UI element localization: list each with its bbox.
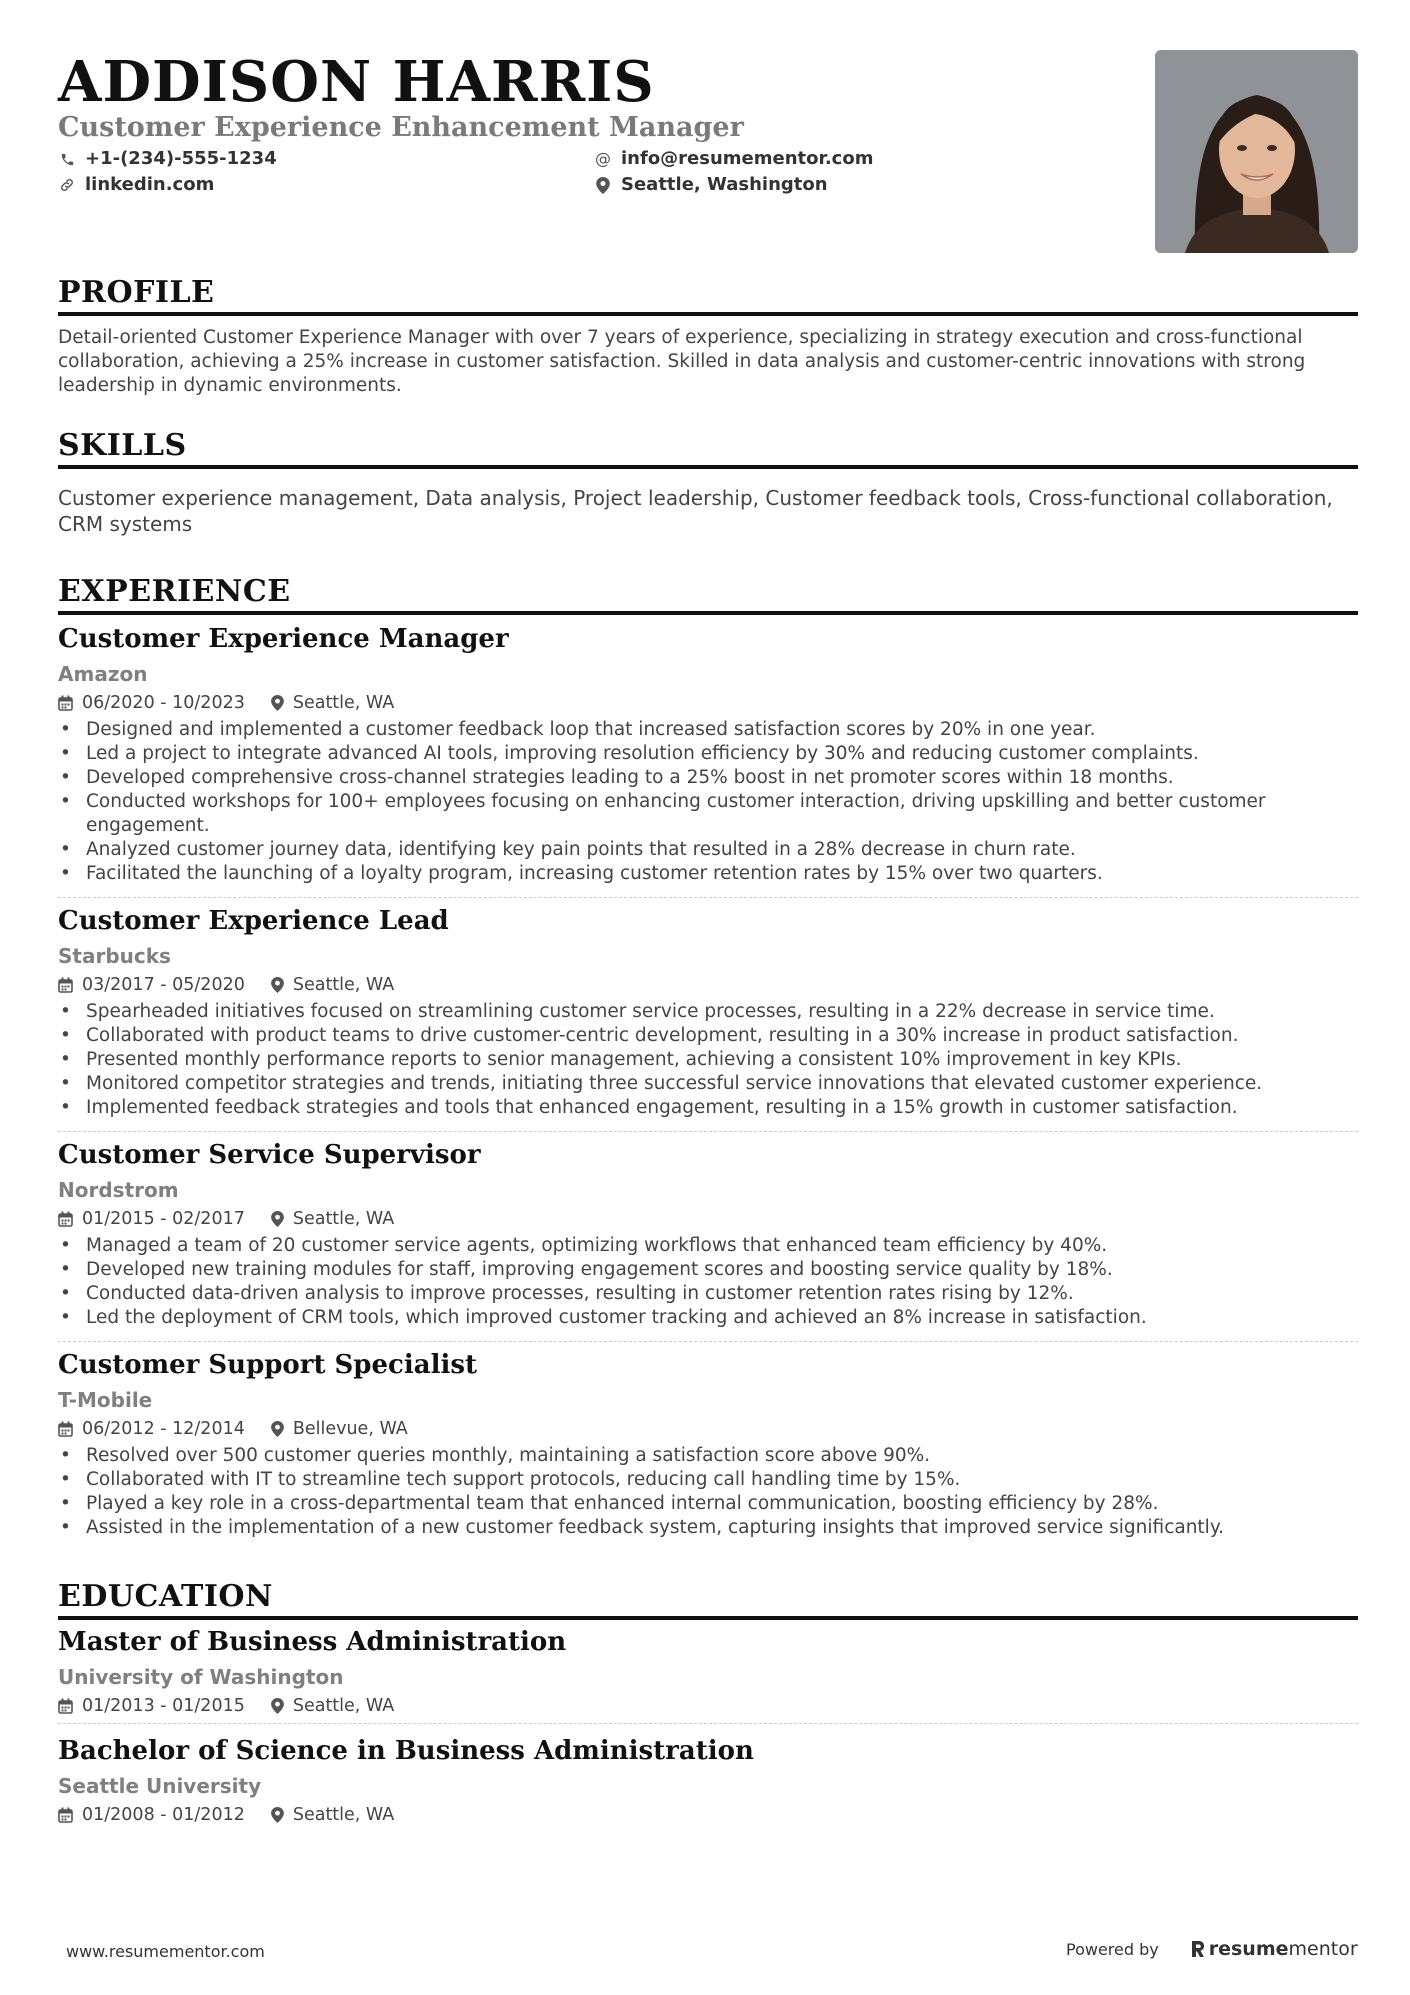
link-icon bbox=[58, 176, 76, 194]
location-text: Seattle, Washington bbox=[621, 174, 828, 195]
education-entry bbox=[58, 1625, 1358, 1719]
contact-linkedin bbox=[58, 173, 214, 197]
job-dates-text: 06/2012 - 12/2014 bbox=[82, 1419, 245, 1439]
job-meta bbox=[58, 1206, 1358, 1232]
job-dates-text: 01/2015 - 02/2017 bbox=[82, 1209, 245, 1229]
education-entry bbox=[58, 1734, 1358, 1828]
job-location bbox=[271, 1416, 408, 1442]
education-dates bbox=[58, 1693, 245, 1719]
education-meta bbox=[58, 1802, 1358, 1828]
job-location bbox=[271, 1206, 394, 1232]
phone-icon bbox=[58, 150, 76, 168]
job-dates bbox=[58, 690, 245, 716]
job-company: Amazon bbox=[58, 662, 148, 686]
entry-divider bbox=[58, 897, 1358, 898]
job-dates bbox=[58, 972, 245, 998]
job-location bbox=[271, 972, 394, 998]
brand-light: mentor bbox=[1288, 1938, 1358, 1960]
calendar-icon bbox=[58, 1807, 73, 1823]
job-dates bbox=[58, 1206, 245, 1232]
powered-by-label: Powered by bbox=[1066, 1939, 1159, 1959]
calendar-icon bbox=[58, 695, 73, 711]
job-dates-text: 03/2017 - 05/2020 bbox=[82, 975, 245, 995]
list-item: • Spearheaded initiatives focused on streamlining customer service processes, resulting in a 22% decrease in service time. bbox=[58, 1000, 1358, 1024]
brand-logo[interactable] bbox=[1189, 1938, 1358, 1960]
list-item: • Led a project to integrate advanced AI tools, improving resolution efficiency by 30% and reducing customer complaints. bbox=[58, 742, 1358, 766]
list-item: • Conducted workshops for 100+ employees focusing on enhancing customer interaction, driving upskilling and better customer engagement. bbox=[58, 790, 1358, 838]
education-meta bbox=[58, 1693, 1358, 1719]
job-meta bbox=[58, 972, 1358, 998]
job-dates-text: 06/2020 - 10/2023 bbox=[82, 693, 245, 713]
job-location bbox=[271, 690, 394, 716]
job-role: Customer Service Supervisor bbox=[58, 1140, 481, 1170]
list-item: • Facilitated the launching of a loyalty program, increasing customer retention rates by 15% over two quarters. bbox=[58, 862, 1358, 886]
brand-bold: resume bbox=[1208, 1938, 1289, 1960]
calendar-icon bbox=[58, 1421, 73, 1437]
calendar-icon bbox=[58, 1698, 73, 1714]
list-item: • Assisted in the implementation of a new customer feedback system, capturing insights that improved service significantly. bbox=[58, 1516, 1358, 1540]
degree-title: Master of Business Administration bbox=[58, 1627, 567, 1657]
job-meta bbox=[58, 690, 1358, 716]
contact-location bbox=[594, 173, 828, 197]
job-location-text: Seattle, WA bbox=[292, 693, 395, 713]
experience-section-header bbox=[58, 573, 1358, 615]
list-item: • Designed and implemented a customer feedback loop that increased satisfaction scores by 20% in one year. bbox=[58, 718, 1358, 742]
calendar-icon bbox=[58, 977, 73, 993]
education-location-text: Seattle, WA bbox=[292, 1696, 395, 1716]
skills-section-header bbox=[58, 427, 1358, 469]
education-section-header bbox=[58, 1578, 1358, 1620]
map-pin-icon bbox=[594, 176, 612, 194]
job-role: Customer Experience Lead bbox=[58, 906, 449, 936]
education-heading: EDUCATION bbox=[58, 1579, 273, 1614]
skills-list: Customer experience management, Data analysis, Project leadership, Customer feedback tools, Cross-functional collaboration, CRM systems bbox=[58, 486, 1333, 536]
map-pin-icon bbox=[271, 1421, 284, 1437]
list-item: • Collaborated with product teams to drive customer-centric development, resulting in a 30% increase in product satisfaction. bbox=[58, 1024, 1358, 1048]
list-item: • Implemented feedback strategies and tools that enhanced engagement, resulting in a 15% growth in customer satisfaction. bbox=[58, 1096, 1358, 1120]
school-name: Seattle University bbox=[58, 1774, 262, 1798]
entry-divider bbox=[58, 1341, 1358, 1342]
list-item: • Conducted data-driven analysis to improve processes, resulting in customer retention rates rising by 12%. bbox=[58, 1282, 1358, 1306]
list-item: • Managed a team of 20 customer service agents, optimizing workflows that enhanced team efficiency by 40%. bbox=[58, 1234, 1358, 1258]
email-text[interactable]: info@resumementor.com bbox=[621, 148, 874, 169]
entry-divider bbox=[58, 1131, 1358, 1132]
footer-powered-by bbox=[1066, 1938, 1358, 1960]
job-location-text: Seattle, WA bbox=[292, 1209, 395, 1229]
list-item: • Resolved over 500 customer queries monthly, maintaining a satisfaction score above 90%. bbox=[58, 1444, 1358, 1468]
candidate-title: Customer Experience Enhancement Manager bbox=[58, 112, 744, 143]
profile-summary: Detail-oriented Customer Experience Manager with over 7 years of experience, specializing in strategy execution and cross-functional collaboration, achieving a 25% increase in customer satisfaction. Skilled in data analysis and customer-centric innovations with strong leadership in dynamic environments. bbox=[58, 327, 1306, 396]
job-meta bbox=[58, 1416, 1358, 1442]
experience-heading: EXPERIENCE bbox=[58, 574, 291, 609]
job-company: T-Mobile bbox=[58, 1388, 153, 1412]
footer-website[interactable]: www.resumementor.com bbox=[66, 1942, 265, 1961]
job-bullets bbox=[58, 1000, 1358, 1120]
degree-title: Bachelor of Science in Business Administration bbox=[58, 1736, 754, 1766]
job-company: Nordstrom bbox=[58, 1178, 179, 1202]
list-item: • Developed new training modules for staff, improving engagement scores and boosting service quality by 18%. bbox=[58, 1258, 1358, 1282]
list-item: • Monitored competitor strategies and trends, initiating three successful service innovations that elevated customer experience. bbox=[58, 1072, 1358, 1096]
education-dates-text: 01/2013 - 01/2015 bbox=[82, 1696, 245, 1716]
list-item: • Presented monthly performance reports to senior management, achieving a consistent 10% improvement in key KPIs. bbox=[58, 1048, 1358, 1072]
entry-divider bbox=[58, 1723, 1358, 1724]
job-location-text: Seattle, WA bbox=[292, 975, 395, 995]
education-location bbox=[271, 1802, 394, 1828]
job-role: Customer Support Specialist bbox=[58, 1350, 477, 1380]
list-item: • Played a key role in a cross-departmental team that enhanced internal communication, boosting efficiency by 28%. bbox=[58, 1492, 1358, 1516]
profile-section-header bbox=[58, 274, 1358, 316]
job-bullets bbox=[58, 1444, 1358, 1540]
school-name: University of Washington bbox=[58, 1665, 344, 1689]
list-item: • Developed comprehensive cross-channel strategies leading to a 25% boost in net promoter scores within 18 months. bbox=[58, 766, 1358, 790]
candidate-name: ADDISON HARRIS bbox=[58, 49, 655, 115]
linkedin-text[interactable]: linkedin.com bbox=[85, 174, 215, 195]
job-role: Customer Experience Manager bbox=[58, 624, 509, 654]
experience-entry-amazon bbox=[58, 622, 1358, 886]
job-company: Starbucks bbox=[58, 944, 171, 968]
map-pin-icon bbox=[271, 1698, 284, 1714]
list-item: • Collaborated with IT to streamline tech support protocols, reducing call handling time by 15%. bbox=[58, 1468, 1358, 1492]
education-location bbox=[271, 1693, 394, 1719]
contact-phone bbox=[58, 147, 277, 171]
map-pin-icon bbox=[271, 1211, 284, 1227]
resumementor-logo-icon bbox=[1189, 1939, 1205, 1959]
calendar-icon bbox=[58, 1211, 73, 1227]
experience-entry-starbucks bbox=[58, 904, 1358, 1120]
experience-entry-tmobile bbox=[58, 1348, 1358, 1540]
profile-heading: PROFILE bbox=[58, 275, 215, 310]
profile-photo bbox=[1155, 50, 1358, 253]
contact-email bbox=[594, 147, 873, 171]
job-bullets bbox=[58, 1234, 1358, 1330]
job-bullets bbox=[58, 718, 1358, 886]
list-item: • Led the deployment of CRM tools, which improved customer tracking and achieved an 8% increase in satisfaction. bbox=[58, 1306, 1358, 1330]
list-item: • Analyzed customer journey data, identifying key pain points that resulted in a 28% decrease in churn rate. bbox=[58, 838, 1358, 862]
map-pin-icon bbox=[271, 977, 284, 993]
education-location-text: Seattle, WA bbox=[292, 1805, 395, 1825]
education-dates bbox=[58, 1802, 245, 1828]
job-dates bbox=[58, 1416, 245, 1442]
phone-text: +1-(234)-555-1234 bbox=[85, 148, 277, 169]
map-pin-icon bbox=[271, 695, 284, 711]
at-icon: @ bbox=[595, 149, 611, 168]
skills-heading: SKILLS bbox=[58, 428, 187, 463]
education-dates-text: 01/2008 - 01/2012 bbox=[82, 1805, 245, 1825]
experience-entry-nordstrom bbox=[58, 1138, 1358, 1330]
map-pin-icon bbox=[271, 1807, 284, 1823]
job-location-text: Bellevue, WA bbox=[292, 1419, 408, 1439]
